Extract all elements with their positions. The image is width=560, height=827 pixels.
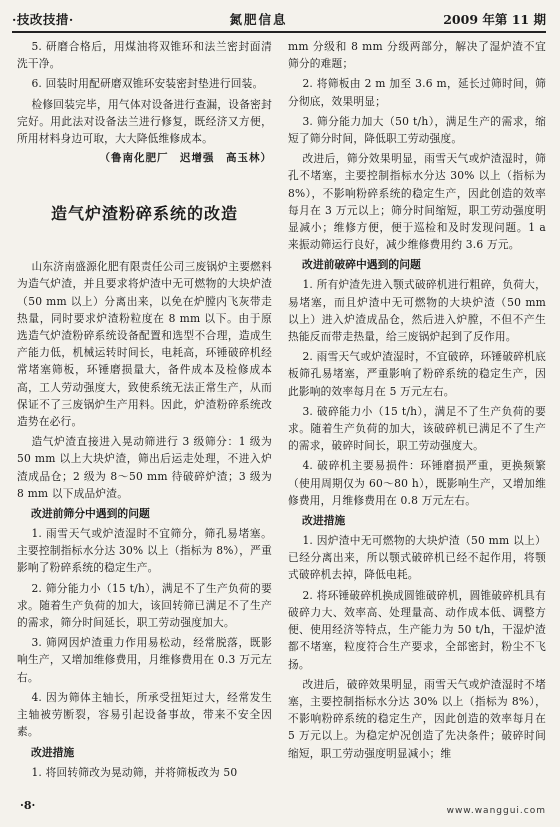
- watermark: www.wanggui.com: [446, 806, 546, 816]
- left-column: [17, 38, 272, 784]
- author-signature: （鲁南化肥厂 迟增强 高玉林）: [99, 152, 272, 165]
- list-item: 2. 雨雪天气或炉渣湿时，不宜破碎，环锤破碎机底板筛孔易堵塞，严重影响了粉碎系统的稳定生产，因此影响的效率每月在 5 万元左右。: [288, 350, 546, 398]
- paragraph: 检修回装完毕，用气体对设备进行查漏，设备密封完好。用此法对设备法兰进行修复，既经济又方便，所用材料身边可取，大大降低维修成本。: [17, 97, 272, 146]
- list-item: 1. 将回转筛改为晃动筛，并将筛板改为 50: [31, 765, 238, 779]
- paragraph: 山东济南盛源化肥有限责任公司三废锅炉主要燃料为造气炉渣，并且要求将炉渣中无可燃物的大块炉渣（50 mm 以上）分离出来，以免在炉膛内飞灰带走热量，同时要求炉渣粉粒度在 8 mm 以下。由于原选造气炉渣粉碎系统设备配置和选型不合理，造成生产能力低，机械运转时间长，电耗高，环锤破碎机经常堵塞筛板，环锤磨损量大，备件成本及检修成本高，工人劳动强度大，致使系统无法正常生产，从而保证不了三废锅炉生产用料。因此，炉渣粉碎系统改造势在必行。: [17, 260, 272, 429]
- paragraph: 6. 回装时用配研磨双锥环安装密封垫进行回装。: [31, 77, 264, 91]
- list-item: 4. 破碎机主要易损件：环锤磨损严重，更换频繁（使用周期仅为 60～80 h），既影响生产，又增加维修费用，月维修费用在 0.8 万元左右。: [288, 459, 546, 507]
- list-item: 3. 筛网因炉渣重力作用易松动，经常脱落，既影响生产，又增加维修费用，月维修费用在 0.3 万元左右。: [17, 636, 272, 684]
- article-title: 造气炉渣粉碎系统的改造: [50, 204, 238, 224]
- list-item: 1. 因炉渣中无可燃物的大块炉渣（50 mm 以上）已经分离出来，所以颚式破碎机已经不起作用，将颚式破碎机去掉，降低电耗。: [288, 534, 546, 582]
- section-heading: 改进前筛分中遇到的问题: [31, 507, 150, 521]
- paragraph: 改进后，破碎效果明显，雨雪天气或炉渣湿时不堵塞，主要控制指标水分达 30% 以上（指标为 8%），不影响粉碎系统的稳定生产，因此创造的效率每月在 5 万元以上。为稳定炉况创造了先决条件；破碎时间缩短，职工劳动强度明显减小；维: [288, 677, 546, 760]
- journal-name: 氮肥信息: [229, 12, 288, 27]
- section-heading: 改进措施: [31, 745, 75, 759]
- list-item: 3. 筛分能力加大（50 t/h），满足生产的需求，缩短了筛分时间，降低职工劳动强度。: [288, 114, 546, 146]
- paragraph-continued: mm 分级和 8 mm 分级两部分，解决了湿炉渣不宜筛分的难题；: [288, 40, 546, 71]
- paragraph: 改进后，筛分效果明显，雨雪天气或炉渣湿时，筛孔不堵塞，主要控制指标水分达 30% 以上（指标为 8%），不影响粉碎系统的稳定生产，因此创造的效率每月在 3 万元以上；筛分时间缩短，职工劳动强度明显减小；维修方便，便于巡检和及时发现问题。1 a 来振动筛运行良好，减少维修费用约 3.6 万元。: [288, 152, 546, 252]
- list-item: 1. 雨雪天气或炉渣湿时不宜筛分，筛孔易堵塞。主要控制指标水分达 30% 以上（指标为 8%），严重影响了粉碎系统的稳定生产。: [17, 527, 272, 575]
- list-item: 2. 将筛板由 2 m 加至 3.6 m，延长过筛时间，筛分彻底，效果明显；: [288, 77, 546, 108]
- list-item: 2. 筛分能力小（15 t/h），满足不了生产负荷的要求。随着生产负荷的加大，该回转筛已满足不了生产的需求，筛分时间延长，职工劳动强度加大。: [17, 581, 272, 630]
- list-item: 1. 所有炉渣先进入颚式破碎机进行粗碎，负荷大，易堵塞，而且炉渣中无可燃物的大块炉渣（50 mm 以上）进入炉渣成品仓，然后进入炉膛，不但不产生热能反而带走热量，给三废锅炉起到了反作用。: [288, 278, 546, 344]
- issue-label: 2009 年第 11 期: [443, 12, 546, 27]
- right-column: [288, 38, 546, 765]
- page-number: ·8·: [20, 799, 36, 812]
- section-heading: 改进前破碎中遇到的问题: [302, 258, 421, 272]
- list-item: 3. 破碎能力小（15 t/h），满足不了生产负荷的要求。随着生产负荷的加大，该破碎机已满足不了生产的需求，破碎时间长，职工劳动强度大。: [288, 404, 546, 453]
- section-heading: 改进措施: [302, 514, 346, 528]
- paragraph: 造气炉渣直接进入晃动筛进行 3 级筛分：1 级为 50 mm 以上大块炉渣，筛出后运走处理，不进入炉渣成品仓；2 级为 8～50 mm 待破碎炉渣；3 级为 8 mm 以下成品炉渣。: [17, 435, 272, 500]
- list-item: 4. 因为筛体主轴长，所承受扭矩过大，经常发生主轴被劳断裂，容易引起设备事故，带来不安全因素。: [17, 690, 272, 739]
- list-item: 2. 将环锤破碎机换成圆锥破碎机，圆锥破碎机具有破碎力大、效率高、处理量高、动作成本低、调整方便、使用经济等特点，生产能力为 50 t/h，干湿炉渣都不堵塞，粒度符合生产要求，全部密封，粉尘不飞扬。: [288, 588, 546, 671]
- page-header: [12, 6, 546, 33]
- paragraph: 5. 研磨合格后，用煤油将双锥环和法兰密封面清洗干净。: [17, 40, 272, 71]
- section-label: ·技改技措·: [12, 12, 74, 27]
